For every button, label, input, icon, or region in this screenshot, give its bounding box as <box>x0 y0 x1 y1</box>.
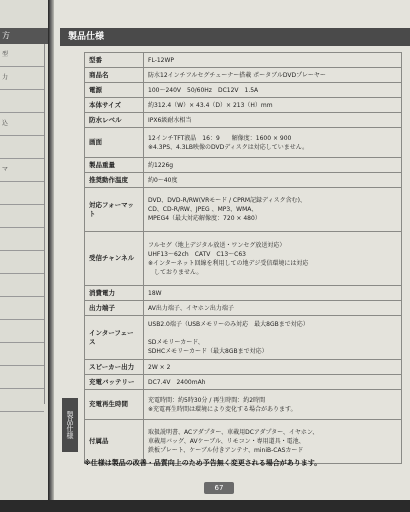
spec-row <box>85 360 402 375</box>
spec-row <box>85 286 402 301</box>
spec-row <box>85 420 402 464</box>
footer-note: ※仕様は製品の改善・品質向上のため予告無く変更される場合があります。 <box>84 459 322 467</box>
spec-row <box>85 173 402 188</box>
spec-row <box>85 301 402 316</box>
spec-key: スピーカー出力 <box>85 360 144 375</box>
left-page-table <box>0 44 45 404</box>
section-header <box>60 28 410 46</box>
spec-key: 推奨動作温度 <box>85 173 144 188</box>
spec-value: 12インチTFT液晶 16：9 解像度：1600 × 900 ※4.3PS、4.3LB映像のDVDディスクは対応していません。 <box>144 128 402 158</box>
left-page-cell: マ <box>0 159 44 182</box>
spec-key: 型番 <box>85 53 144 68</box>
spec-key: 電源 <box>85 83 144 98</box>
page-number: 67 <box>204 482 234 494</box>
spec-row <box>85 316 402 360</box>
spec-key: 充電再生時間 <box>85 390 144 420</box>
spec-row <box>85 188 402 232</box>
left-page-cell <box>0 90 44 113</box>
spec-value: 取扱説明書、ACアダプター、車載用DCアダプター、イヤホン、 車載用バッグ、AVケーブル、リモコン・専用道具・電池、 鉄板プレート、ケーブル付きアンテナ、miniB-CASカード <box>144 420 402 464</box>
spec-row <box>85 68 402 83</box>
left-page-cell <box>0 366 44 389</box>
spec-value: 約1226g <box>144 158 402 173</box>
left-page-cell <box>0 205 44 228</box>
spec-key: 消費電力 <box>85 286 144 301</box>
spec-row <box>85 113 402 128</box>
spec-value: 約0〜40度 <box>144 173 402 188</box>
left-page-cell <box>0 297 44 320</box>
spec-value: 防水12インチフルセグチューナー搭載 ポータブルDVDプレーヤー <box>144 68 402 83</box>
spec-value: フルセグ（地上デジタル放送・ワンセグ放送対応） UHF13〜62ch CATV C13〜C63 ※インターネット回線を利用しての地デジ受信環境には対応 しておりません。 <box>144 232 402 286</box>
spec-key: 本体サイズ <box>85 98 144 113</box>
left-page-cell <box>0 182 44 205</box>
spec-table <box>84 52 402 464</box>
spec-row <box>85 128 402 158</box>
spec-row <box>85 232 402 286</box>
spec-value: DVD、DVD-R/RW(VRモード / CPRM記録ディスク含む)、 CD、CD-R/RW、JPEG 、MP3、WMA、 MPEG4（最大対応解像度：720 × 480） <box>144 188 402 232</box>
left-page-cell <box>0 343 44 366</box>
left-page <box>0 0 48 512</box>
spec-key: 防水レベル <box>85 113 144 128</box>
spec-row <box>85 375 402 390</box>
spec-value: 100〜240V 50/60Hz DC12V 1.5A <box>144 83 402 98</box>
spec-row <box>85 390 402 420</box>
left-page-cell <box>0 251 44 274</box>
left-page-cell <box>0 228 44 251</box>
spec-value: USB2.0端子（USBメモリーのみ対応 最大8GBまで対応） SDメモリーカード、 SDHCメモリーカード（最大8GBまで対応） <box>144 316 402 360</box>
spec-key: 画面 <box>85 128 144 158</box>
spec-row <box>85 83 402 98</box>
spec-value: 18W <box>144 286 402 301</box>
left-page-cell <box>0 136 44 159</box>
bottom-shadow <box>0 500 410 512</box>
spec-key: 付属品 <box>85 420 144 464</box>
spec-key: 充電バッテリー <box>85 375 144 390</box>
left-page-cell: 力 <box>0 67 44 90</box>
spec-row <box>85 158 402 173</box>
left-page-cell: 込 <box>0 113 44 136</box>
left-page-cell <box>0 274 44 297</box>
left-page-cell: 型 <box>0 44 44 67</box>
spec-key: 製品重量 <box>85 158 144 173</box>
spec-value: FL-12WP <box>144 53 402 68</box>
spec-row <box>85 98 402 113</box>
left-page-cell <box>0 389 44 412</box>
spec-page <box>54 0 410 512</box>
spec-key: 出力端子 <box>85 301 144 316</box>
spec-key: 商品名 <box>85 68 144 83</box>
spec-value: DC7.4V 2400mAh <box>144 375 402 390</box>
spec-key: インターフェース <box>85 316 144 360</box>
spec-value: 充電時間：約5時30分 / 再生時間：約2時間 ※充電再生時間は環境により変化する場合があります。 <box>144 390 402 420</box>
spec-key: 受信チャンネル <box>85 232 144 286</box>
spec-key: 対応フォーマット <box>85 188 144 232</box>
spec-row <box>85 53 402 68</box>
spec-value: IPX6級耐水相当 <box>144 113 402 128</box>
left-page-cell <box>0 320 44 343</box>
section-title: 製品仕様 <box>68 32 105 42</box>
left-page-band: 方 <box>0 28 48 44</box>
spec-value: AV出力端子、イヤホン出力端子 <box>144 301 402 316</box>
spec-value: 2W × 2 <box>144 360 402 375</box>
spec-value: 約312.4（W）× 43.4（D）× 213（H）mm <box>144 98 402 113</box>
side-tab: 製品仕様 <box>62 398 78 452</box>
